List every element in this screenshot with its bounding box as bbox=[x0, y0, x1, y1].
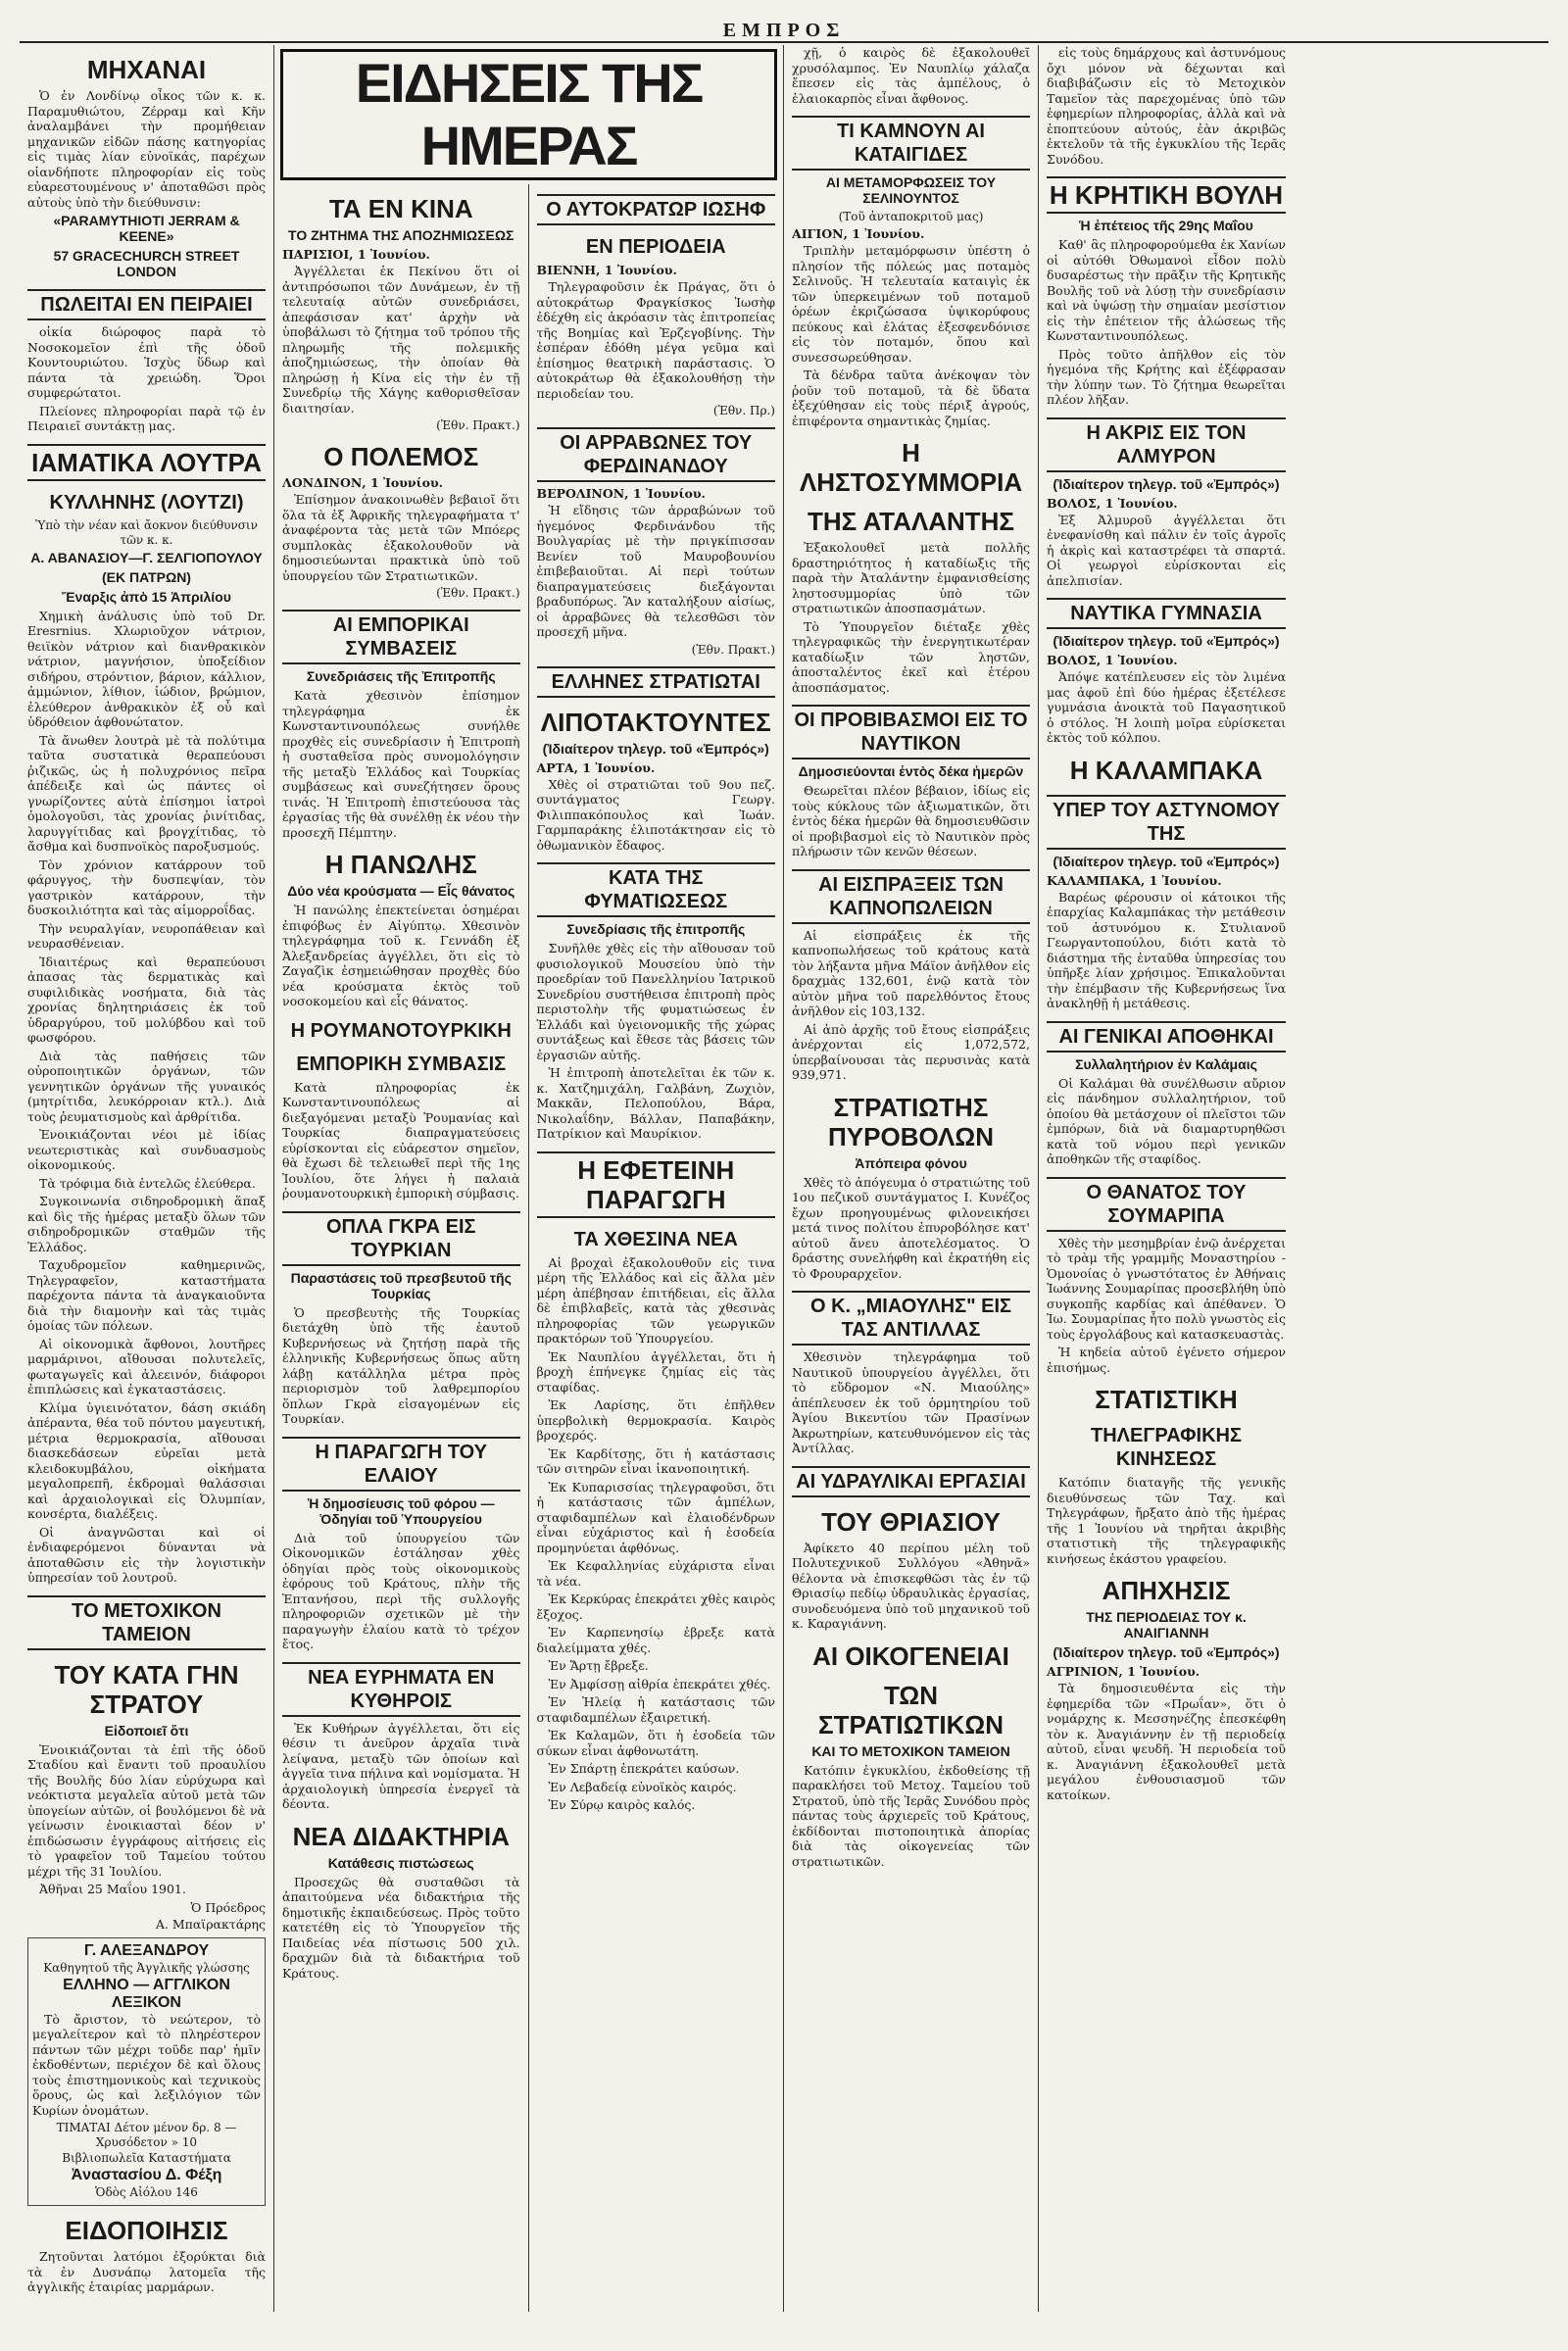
subheadline: Δύο νέα κρούσματα — Εἷς θάνατος bbox=[287, 883, 515, 899]
subcolumns bbox=[274, 184, 783, 2312]
article-text: Ἐνοικιάζονται τὰ ἐπὶ τῆς ὁδοῦ Σταδίου καὶ ἔναντι τοῦ προαυλίου τῆς Βουλῆς δύο λίαν εὐρύχωρα καὶ νεόκτιστα μεγαλεῖα αὐτοῦ μετὰ τῶν ὑπογείων αὐτῶν, οἱ βουλόμενοι δὲ νὰ γείνωσιν ἐνοικιασταὶ δέον ν' ἐπιδώσωσιν ἐγγράφους αἰτήσεις εἰς τὸ γραφεῖον τοῦ Ταμείου τούτου μέχρι τῆς 31 Ἰουλίου. bbox=[27, 1741, 266, 1879]
headline-baths: ΙΑΜΑΤΙΚΑ ΛΟΥΤΡΑ bbox=[27, 444, 266, 481]
subheadline: Συνεδριάσεις τῆς Ἐπιτροπῆς bbox=[306, 668, 496, 684]
subheadline: Εἰδοποιεῖ ὅτι bbox=[104, 1722, 189, 1739]
article-text: Ἐν Ἠλείᾳ ἡ κατάστασις τῶν σταφιδαμπέλων ἐξαιρετική. bbox=[536, 1694, 775, 1725]
article-text: Τὰ δένδρα ταῦτα ἀνέκοψαν τὸν ῥοῦν τοῦ ποταμοῦ, τὰ δὲ ὕδατα ἐξεχύθησαν εἰς τοὺς πέριξ ἀγρούς, ἐπιφέροντα σημαντικὰς ζημίας. bbox=[792, 367, 1030, 428]
subheadline: (Ἰδιαίτερον τηλεγρ. τοῦ «Ἐμπρός») bbox=[1053, 633, 1280, 649]
article-text: Τὰ δημοσιευθέντα εἰς τὴν ἐφημερίδα τῶν «Πρωΐαν», ὅτι ὁ νομάρχης κ. Μεσσηνέζης ἐπεσκέφθη τὸν κ. Ἀναγιάννην ἐν τῇ περιοδείᾳ αὐτοῦ, εἶναι ψευδῆ. Ἡ περιοδεία τοῦ κ. Ἀναγιάννη ἐξακολουθεῖ μετὰ μεγάλου ἐνθουσιασμοῦ τῶν κατοίκων. bbox=[1047, 1681, 1286, 1802]
headline-production: Η ΕΦΕΤΕΙΝΗ ΠΑΡΑΓΩΓΗ bbox=[537, 1151, 776, 1218]
headline-echo: ΑΠΗΧΗΣΙΣ bbox=[1102, 1576, 1231, 1605]
headline-locust: Η ΑΚΡΙΣ ΕΙΣ ΤΟΝ ΑΛΜΥΡΟΝ bbox=[1047, 417, 1286, 472]
article-text: Ἐν Καρπενησίῳ ἐβρεξε κατὰ διαλείμματα χθές. bbox=[536, 1625, 775, 1655]
subheadline: Ἡ ἐπέτειος τῆς 29ης Μαΐου bbox=[1079, 218, 1253, 233]
article-text: Ἡ πανώλης ἐπεκτείνεται ὁσημέραι ἐπιφόβως ἐν Αἰγύπτῳ. Χθεσινὸν τηλεγράφημα τοῦ κ. Γεννάδη ἐξ Ἀλεξανδρείας ἀγγέλλει, ὅτι εἰς τὸ Ζαγαζὶκ ἐσημειώθησαν προχθὲς δύο νέα κρούσματα ἐκτὸς τοῦ νοσοκομείου καὶ εἷς θάνατος. bbox=[282, 903, 520, 1008]
ad-text: Ὑπὸ τὴν νέαν καὶ ἄοκνον διεύθυνσιν τῶν κ. κ. bbox=[35, 517, 258, 547]
ad-headline: ΛΕΞΙΚΟΝ bbox=[112, 1993, 181, 2011]
subheadline: ΚΥΛΛΗΝΗΣ (ΛΟΥΤΖΙ) bbox=[49, 491, 244, 514]
subheadline: (Ἰδιαίτερον τηλεγρ. τοῦ «Ἐμπρός») bbox=[1053, 1644, 1280, 1660]
article-text: Χημικὴ ἀνάλυσις ὑπὸ τοῦ Dr. Eresrnius. Χλωριοῦχον νάτριον, θειϊκὸν νάτριον καὶ διανθρακικὸν νάτριον, μαγνήσιον, ὑποξείδιον σιδήρου, στρόντιον, βάριον, κάλλιον, ἀμμώνιον, λίθιον, ἰώδιον, βρώμιον, ἐλεύθερον ἀνθρακικὸν ἐξ οὗ καὶ ὑδρόθειον ἀφθονώτατον. bbox=[27, 608, 266, 729]
address-line: «PARAMYTHIOTI JERRAM & KEENE» bbox=[53, 213, 240, 244]
article-text: Κατόπιν διαταγῆς τῆς γενικῆς διευθύνσεως τῶν Ταχ. καὶ Τηλεγράφων, ἤρξατο ἀπὸ τῆς ἡμέρας τῆς 1 Ἰουνίου νὰ τηρῆται ἀκριβὴς στατιστικὴ τῆς τηλεγραφικῆς κινήσεως ἑκάστου γραφείου. bbox=[1047, 1475, 1286, 1566]
headline-china: ΤΑ ΕΝ ΚΙΝΑ bbox=[328, 194, 473, 223]
subheadline: Ἡ δημοσίευσις τοῦ φόρου — Ὁδηγίαι τοῦ Ὑπουργείου bbox=[307, 1494, 495, 1527]
headline-machines: ΜΗΧΑΝΑΙ bbox=[86, 55, 207, 84]
headline-engagement: ΟΙ ΑΡΡΑΒΩΝΕΣ ΤΟΥ ΦΕΡΔΙΝΑΝΔΟΥ bbox=[537, 427, 776, 482]
article-text: Τὴν νευραλγίαν, νευροπάθειαν καὶ νευρασθένειαν. bbox=[27, 920, 266, 951]
subheadline: (Ἰδιαίτερον τηλεγρ. τοῦ «Ἐμπρός») bbox=[1053, 475, 1280, 492]
headline-bandits: Η ΛΗΣΤΟΣΥΜΜΟΡΙΑ bbox=[799, 438, 1023, 497]
headline-hydraulic: ΑΙ ΥΔΡΑΥΛΙΚΑΙ ΕΡΓΑΣΙΑΙ bbox=[792, 1466, 1030, 1497]
article-text: Ἰδιαιτέρως καὶ θεραπεύουσι ἀπασας τὰς δερματικὰς καὶ συφιλιδικὰς νοσήματα, διὰ τὰς χρονίας δηλητηριάσεις ἐκ τοῦ ὑδραργύρου, τοῦ μολύβδου καὶ τοῦ φωσφόρου. bbox=[27, 954, 266, 1045]
article-text: Ἀφίκετο 40 περίπου μέλη τοῦ Πολυτεχνικοῦ Συλλόγου «Ἀθηνᾶ» θέλοντα νὰ ἐπισκεφθῶσι τὰς ἐν τῷ Θριασίῳ πεδίῳ ὑδραυλικὰς ἐργασίας, συνοδευόμενα ὑπὸ τοῦ μηχανικοῦ τοῦ κ. Καραγιάννη. bbox=[792, 1540, 1030, 1631]
headline-oil: Η ΠΑΡΑΓΩΓΗ ΤΟΥ ΕΛΑΙΟΥ bbox=[282, 1437, 520, 1492]
article-text: Ἡ εἴδησις τῶν ἀρραβώνων τοῦ ἡγεμόνος Φερδινάνδου τῆς Βουλγαρίας μὲ τὴν πριγκίπισσαν Βενίεν τοῦ Μαυροβουνίου ἐπιβεβαιοῦται. Αἱ περὶ τούτων διαπραγματεύσεις διεξάγονται βραδυπόρως. Ἂν καταλήξουν αἰσίως, οἱ ἀρραβῶνες θὰ τελεσθῶσι τὸν προσεχῆ μῆνα. bbox=[536, 503, 775, 639]
columns bbox=[20, 45, 1548, 2312]
headline-kalambaka: Η ΚΑΛΑΜΠΑΚΑ bbox=[1069, 755, 1263, 785]
article-text: Ταχυδρομεῖον καθημερινῶς, Τηλεγραφεῖον, καταστήματα παρέχοντα πάντα τὰ ἀναγκαιοῦντα διὰ τὴν διαμονὴν καὶ τὰς τιμὰς ὁμοίας τῶν πόλεων. bbox=[27, 1257, 266, 1333]
article-text: Αἱ ἀπὸ ἀρχῆς τοῦ ἔτους εἰσπράξεις ἀνέρχονται εἰς 1,072,572, ὑπερβαίνουσαι τὰς περυσινὰς κατὰ 939,971. bbox=[792, 1021, 1030, 1082]
headline-shooting: ΣΤΡΑΤΙΩΤΗΣ ΠΥΡΟΒΟΛΩΝ bbox=[828, 1092, 994, 1151]
source: (Ἐθν. Πρακτ.) bbox=[691, 642, 775, 657]
article-text: Χθὲς οἱ στρατιῶται τοῦ 9ου πεζ. συντάγματος Γεωργ. Φιλιππακόπουλος καὶ Ἰωάν. Γαρμπαράκης ἐλιποτάκτησαν εἰς τὸ ὀθωμανικὸν ἔδαφος. bbox=[536, 776, 775, 853]
headline-schools: ΝΕΑ ΔΙΔΑΚΤΗΡΙΑ bbox=[292, 1821, 510, 1851]
article-text: εἰς τοὺς δημάρχους καὶ ἀστυνόμους ὄχι μόνον νὰ δέχωνται καὶ διαβιβάζωσιν εἰς τὸ Μετοχικὸν Ταμεῖον τὰς παρεχομένας ὑπὸ τῶν ἐφημερίων πληροφορίας, ἀλλὰ καὶ νὰ ἐποπτεύουν αὐτούς, ἐὰν ἀκριβῶς ἐκτελοῦν τὰ τῆς ἐγκυκλίου τῆς Ἱερᾶς Συνόδου. bbox=[1047, 45, 1286, 167]
article-text: Ἐξ Ἀλμυροῦ ἀγγέλλεται ὅτι ἐνεφανίσθη καὶ πάλιν ἐν τοῖς ἀγροῖς ἡ ἀκρὶς καὶ καταστρέφει τὰ σπαρτά. Οἱ γεωργοὶ εὑρίσκονται εἰς ἀπελπισίαν. bbox=[1047, 512, 1286, 588]
article-text: Ἐκ Κυθήρων ἀγγέλλεται, ὅτι εἰς θέσιν τι ἀνεῦρον ἀρχαῖα τινὰ λείψανα, μεταξὺ τῶν ὁποίων καὶ ἀγγεῖα τινα πήλινα καὶ νομίσματα. Ἡ ἀρχαιολογικὴ ὑπηρεσία ἐνεργεῖ τὰ δέοντα. bbox=[282, 1720, 520, 1811]
subheadline: ΑΙ ΜΕΤΑΜΟΡΦΩΣΕΙΣ ΤΟΥ ΣΕΛΙΝΟΥΝΤΟΣ bbox=[825, 174, 997, 206]
subheadline: ΥΠΕΡ ΤΟΥ ΑΣΤΥΝΟΜΟΥ ΤΗΣ bbox=[1047, 795, 1286, 850]
article-text: Ἐκ Ναυπλίου ἀγγέλλεται, ὅτι ἡ βροχὴ ἐπήνεγκε ζημίας εἰς τὰς σταφίδας. bbox=[536, 1348, 775, 1395]
article-text: Κατὰ πληροφορίας ἐκ Κωνσταντινουπόλεως αἱ διεξαγόμεναι μεταξὺ Ῥουμανίας καὶ Τουρκίας διαπραγματεύσεις εὑρίσκονται εἰς εὐάρεστον σημεῖον, θὰ ἔχωσι δὲ τελειωθεῖ περὶ τῆς 1ης Ἰουλίου, ὅτε λήγει ἡ παλαιὰ ῥουμανοτουρκικὴ ἐμπορικὴ σύμβασις. bbox=[282, 1079, 520, 1200]
subheadline: Α. ΑΒΑΝΑΣΙΟΥ—Γ. ΣΕΛΓΙΟΠΟΥΛΟΥ bbox=[30, 549, 263, 565]
ad-text: Βιβλιοπωλεῖα Καταστήματα bbox=[62, 2151, 231, 2165]
ad-headline: Γ. ΑΛΕΞΑΝΔΡΟΥ bbox=[83, 1941, 210, 1959]
subheadline: Συνεδρίασις τῆς ἐπιτροπῆς bbox=[566, 921, 746, 937]
article-text: Ἐν Σπάρτῃ ἐπεκράτει καύσων. bbox=[548, 1761, 740, 1776]
signature: Ὁ Πρόεδρος bbox=[190, 1899, 266, 1915]
article-text: Βαρέως φέρουσιν οἱ κάτοικοι τῆς ἐπαρχίας Καλαμπάκας τὴν μετάθεσιν τοῦ ἀστυνόμου κ. Στυλιανοῦ Γεωργαντοπούλου, διότι κατὰ τὸ διάστημα τῆς ἐνταῦθα ὑπηρεσίας του ὑπῆρξε λίαν χρήσιμος. Ἐπικαλοῦνται τὴν ἐπέμβασιν τῆς Κυβερνήσεως ἵνα ἀνακληθῇ ἡ μετάθεσις. bbox=[1047, 889, 1286, 1010]
dateline: ΚΑΛΑΜΠΑΚΑ, 1 Ἰουνίου. bbox=[1047, 872, 1222, 888]
article-text: Προσεχῶς θὰ συσταθῶσι τὰ ἀπαιτούμενα νέα διδακτήρια τῆς δημοτικῆς ἐκπαιδεύσεως. Πρὸς τοῦτο κατετέθη εἰς τὸ Ὑπουργεῖον τῆς Παιδείας νέα πίστωσις 500 χιλ. δραχμῶν διὰ τὰ διδακτήρια τοῦ Κράτους. bbox=[282, 1874, 520, 1981]
headline-promotions: ΟΙ ΠΡΟΒΙΒΑΣΜΟΙ ΕΙΣ ΤΟ ΝΑΥΤΙΚΟΝ bbox=[792, 705, 1030, 759]
column-2 bbox=[274, 184, 529, 2312]
article-text: Ἐκ Κεφαλληνίας εὐχάριστα εἶναι τὰ νέα. bbox=[536, 1558, 775, 1589]
article-text: Πλείονες πληροφορίαι παρὰ τῷ ἐν Πειραιεῖ συντάκτῃ μας. bbox=[27, 403, 266, 433]
article-text: Ἐν Σύρῳ καιρὸς καλός. bbox=[548, 1797, 696, 1812]
banner-headline: ΕΙΔΗΣΕΙΣ ΤΗΣ ΗΜΕΡΑΣ bbox=[280, 49, 777, 180]
headline-naval: ΝΑΥΤΙΚΑ ΓΥΜΝΑΣΙΑ bbox=[1047, 598, 1286, 629]
article-text: Οἱ ἀναγνῶσται καὶ οἱ ἐνδιαφερόμενοι δύνανται νὰ ἀποταθῶσιν εἰς τὴν λογιστικὴν ὑπηρεσίαν τοῦ λουτροῦ. bbox=[27, 1524, 266, 1585]
dateline: ΒΙΕΝΝΗ, 1 Ἰουνίου. bbox=[536, 263, 677, 277]
headline-storms: ΤΙ ΚΑΜΝΟΥΝ ΑΙ ΚΑΤΑΙΓΙΔΕΣ bbox=[792, 116, 1030, 171]
source: (Ἐθν. Πρ.) bbox=[712, 404, 775, 417]
subheadline: ΤΟΥ ΘΡΙΑΣΙΟΥ bbox=[821, 1506, 1001, 1537]
headline-plague: Η ΠΑΝΩΛΗΣ bbox=[324, 850, 477, 879]
article-text: Χθεσινὸν τηλεγράφημα τοῦ Ναυτικοῦ ὑπουργείου ἀγγέλλει, ὅτι τὸ εὔδρομον «Ν. Μιαούλης» ἀπέπλευσεν ἐκ τοῦ ὁρμητηρίου τοῦ Ἁγίου Βικεντίου τῶν Πρασίνων Ἀκρωτηρίων, κατευθυνόμενον εἰς τὰς Ἀντίλλας. bbox=[792, 1349, 1030, 1455]
source: (Ἐθν. Πρακτ.) bbox=[436, 418, 520, 432]
article-text: Τηλεγραφοῦσιν ἐκ Πράγας, ὅτι ὁ αὐτοκράτωρ Φραγκίσκος Ἰωσὴφ ἐδέχθη εἰς ἀκρόασιν τὰς ἐπιτροπείας τῆς Βοημίας καὶ Ἐρζεγοβίνης. Τὴν ἑσπέραν ἐδόθη μέγα γεῦμα καὶ ἐπίσημος θεατρικὴ παράστασις. Ὁ αὐτοκράτωρ θὰ ἐξακολουθήσῃ τὴν περιοδείαν του. bbox=[536, 279, 775, 401]
column-5 bbox=[1039, 45, 1294, 2312]
headline-war: Ο ΠΟΛΕΜΟΣ bbox=[323, 442, 479, 471]
dateline: Ἀθῆναι 25 Μαΐου 1901. bbox=[39, 1882, 186, 1896]
article-text: Ἐκ Λαρίσης, ὅτι ἐπῆλθεν ὑπερβολικὴ θερμοκρασία. Καιρὸς βροχερός. bbox=[536, 1397, 775, 1443]
article-text: Ἐπίσημον ἀνακοινωθὲν βεβαιοῖ ὅτι ὅλα τὰ ἐξ Ἀφρικῆς τηλεγραφήματα τ' ἀναφέροντα τὰς μετὰ τῶν Μπόερς συμπλοκὰς ἐξακολουθοῦν νὰ δημοσιεύωνται πρακτικὰ ὑπὸ τοῦ ὑπουργείου τῶν Στρατιωτικῶν. bbox=[282, 492, 520, 583]
headline-cretan: Η ΚΡΗΤΙΚΗ ΒΟΥΛΗ bbox=[1047, 176, 1286, 214]
article-text: Χθὲς τὴν μεσημβρίαν ἐνῷ ἀνέρχεται τὸ τρὰμ τῆς γραμμῆς Μοναστηρίου - Ὁμονοίας ὁ γνωστότατος ἐν Ἀθήναις Ἰωάννης Σουμαρίπας προσεβλήθη ὑπὸ συγκοπῆς καρδίας καὶ ἀπέθανεν. Ὁ Ἰω. Σουμαρίπας ἦτο πολὺ γνωστὸς εἰς τοὺς ἐργολάβους καὶ κατασκευαστὰς. bbox=[1047, 1235, 1286, 1342]
article-text: Διὰ τὰς παθήσεις τῶν οὐροποιητικῶν ὀργάνων, τῶν γεννητικῶν ὀργάνων τῆς γυναικός (μητρίτιδα, λευκόρροιαν κτλ.). Διὰ τοὺς ῥευματισμοὺς καὶ ἀρθρίτιδα. bbox=[27, 1048, 266, 1124]
article-text: Κλίμα ὑγιεινότατον, δάση σκιάδη ἀπέραντα, θέα τοῦ πόντου μαγευτική, μέτρια θερμοκρασία, αἴθουσαι διασκεδάσεων εὐρεῖαι μετὰ κλειδοκυμβάλου, οἰκήματα μεγαλοπρεπῆ, ἐκδρομαὶ θαλάσσιαι καὶ ἀρχαιολογικαὶ εἰς Ὀλυμπίαν, κονσέρτα, διαλέξεις. bbox=[27, 1399, 266, 1521]
ad-headline: ΕΛΛΗΝΟ — ΑΓΓΛΙΚΟΝ bbox=[63, 1976, 230, 1993]
subheadline: ΤΟ ΖΗΤΗΜΑ ΤΗΣ ΑΠΟΖΗΜΙΩΣΕΩΣ bbox=[288, 227, 514, 243]
article-text: Ἐκ Καρδίτσης, ὅτι ἡ κατάστασις τῶν σιτηρῶν εἶναι ἱκανοποιητική. bbox=[536, 1445, 775, 1476]
article-text: Τὸν χρόνιον κατάρρουν τοῦ φάρυγγος, τὴν δυσπεψίαν, τὸν γαστρικὸν κατάρρουν, τὴν δυσκοιλιότητα καὶ τὰς αἱμορροΐδας. bbox=[27, 857, 266, 917]
headline-weapons: ΟΠΛΑ ΓΚΡΑ ΕΙΣ ΤΟΥΡΚΙΑΝ bbox=[282, 1211, 520, 1266]
subheadline: ΚΑΙ ΤΟ ΜΕΤΟΧΙΚΟΝ ΤΑΜΕΙΟΝ bbox=[811, 1742, 1010, 1759]
article-text: χῇ, ὁ καιρὸς δὲ ἐξακολουθεῖ χρυσόλαμπος. Ἐν Ναυπλίῳ χάλαζα ἔπεσεν εἰς τὰς ἀμπέλους, ὁ ἐλαιοκαρπὸς εἶναι ἄφθονος. bbox=[792, 45, 1030, 106]
article-text: Ἐν Ἄρτῃ ἔβρεξε. bbox=[548, 1658, 649, 1673]
subheadline: ΤΗΣ ΠΕΡΙΟΔΕΙΑΣ ΤΟΥ κ. ΑΝΑΙΓΙΑΝΝΗ bbox=[1086, 1609, 1247, 1641]
subheadline: Συλλαλητήριον ἐν Καλάμαις bbox=[1075, 1055, 1257, 1072]
subheadline: (ΕΚ ΠΑΤΡΩΝ) bbox=[102, 568, 191, 585]
subheadline: (Ἰδιαίτερον τηλεγρ. τοῦ «Ἐμπρός») bbox=[542, 740, 769, 757]
article-text: Οἱ Καλάμαι θὰ συνέλθωσιν αὔριον εἰς πάνδημον συλλαλητήριον, τοῦ ὁποίου θὰ μετάσχουν οἱ πλεῖστοι τῶν ἐμπόρων, διὰ νὰ διαμαρτυρηθῶσι κατὰ τοῦ νόμου περὶ γενικῶν ἀποθηκῶν τῆς σταφίδος. bbox=[1047, 1075, 1286, 1166]
headline-trade: ΑΙ ΕΜΠΟΡΙΚΑΙ ΣΥΜΒΑΣΕΙΣ bbox=[282, 610, 520, 664]
subheadline: ΛΙΠΟΤΑΚΤΟΥΝΤΕΣ bbox=[540, 707, 771, 737]
article-text: Καθ' ἃς πληροφορούμεθα ἐκ Χανίων οἱ αὐτόθι Ὀθωμανοὶ εἶδον πολὺ δυσαρέστως τὴν πρᾶξιν τῆς Κρητικῆς Βουλῆς τοῦ νὰ λύσῃ τὴν συνεδρίασιν καὶ νὰ ὑψώσῃ τὴν σημαίαν μεσίστιον εἰς τὴν ἐπέτειον τῆς ἁλώσεως τῆς Κωνσταντινουπόλεως. bbox=[1047, 237, 1286, 343]
article-text: οἰκία διώροφος παρὰ τὸ Νοσοκομεῖον ἐπὶ τῆς ὁδοῦ Κουντουριώτου. Ἰσχὺς ὕδωρ καὶ πάντα τὰ χρειώδη. Ὅροι συμφερώτατοι. bbox=[27, 324, 266, 400]
article-text: Συνῆλθε χθὲς εἰς τὴν αἴθουσαν τοῦ φυσιολογικοῦ Μουσείου ὑπὸ τὴν προεδρίαν τοῦ Πανελληνίου Ἰατρικοῦ Συνεδρίου συστήθεισα ἐπιτροπὴ πρὸς περιστολὴν τῆς φυματιώσεως ἐν Ἑλλάδι καὶ ὑγειονομικῆς τῆς χώρας συντάξεως καὶ ἔθεσε τὰς βάσεις τῶν ἐργασιῶν αὐτῆς. bbox=[536, 941, 775, 1062]
article-text: Διὰ τοῦ ὑπουργείου τῶν Οἰκονομικῶν ἐστάλησαν χθὲς ὁδηγίαι πρὸς τοὺς οἰκονομικοὺς ἐφόρους τοῦ Κράτους, πλὴν τῆς Ἑπτανήσου, περὶ τῆς συλλογῆς πληροφοριῶν σχετικῶν μὲ τὴν παραγωγὴν ἐλαίου κατὰ τὸ τρέχον ἔτος. bbox=[282, 1530, 520, 1651]
article-text: Συγκοινωνία σιδηροδρομικὴ ἅπαξ καὶ δὶς τῆς ἡμέρας μεταξὺ ὅλων τῶν σιδηροδρομικῶν σταθμῶν τῆς Ἑλλάδος. bbox=[27, 1194, 266, 1254]
dateline: ΠΑΡΙΣΙΟΙ, 1 Ἰουνίου. bbox=[282, 247, 430, 262]
dateline: ΒΕΡΟΛΙΝΟΝ, 1 Ἰουνίου. bbox=[536, 486, 706, 501]
address-line: 57 GRACECHURCH STREET LONDON bbox=[53, 248, 240, 279]
dictionary-ad bbox=[27, 1937, 266, 2207]
subheadline: ΤΩΝ ΣΤΡΑΤΙΩΤΙΚΩΝ bbox=[818, 1680, 1004, 1739]
article-text: Ἐνοικιάζονται νέοι μὲ ἰδίας νεωτεριστικὰς καὶ συνδυασμοὺς οἰκονομικούς. bbox=[27, 1127, 266, 1172]
article-text: Τὰ τρόφιμα διὰ ἐντελῶς ἐλεύθερα. bbox=[39, 1175, 256, 1191]
article-text: Τὸ Ὑπουργεῖον διέταξε χθὲς τηλεγραφικῶς τὴν ἐνεργητικωτέραν καταδίωξιν τῶν ληστῶν, ἀποσταλέντος ἐκεῖ καὶ ἑτέρου ἀποσπάσματος. bbox=[792, 618, 1030, 695]
column-4 bbox=[784, 45, 1039, 2312]
headline-sale: ΠΩΛΕΙΤΑΙ ΕΝ ΠΕΙΡΑΙΕΙ bbox=[27, 289, 266, 320]
subheadline: ΤΑ ΧΘΕΣΙΝΑ ΝΕΑ bbox=[573, 1228, 738, 1250]
article-text: Θεωρεῖται πλέον βέβαιον, ἰδίως εἰς τοὺς κύκλους τῶν ἀξιωματικῶν, ὅτι ἐντὸς δέκα ἡμερῶν θὰ δημοσιευθῶσιν οἱ προβιβασμοὶ εἰς τὸ Ναυτικὸν πρὸς πλήρωσιν τῶν κενῶν θέσεων. bbox=[792, 783, 1030, 858]
headline-notice: ΕΙΔΟΠΟΙΗΣΙΣ bbox=[65, 2216, 228, 2245]
article-text: Ἀγγέλλεται ἐκ Πεκίνου ὅτι οἱ ἀντιπρόσωποι τῶν Δυνάμεων, ἐν τῇ τελευταίᾳ αὐτῶν συνεδριάσει, ἀπεφάσισαν κατ' ἀρχὴν νὰ ὑποβάλωσι τὸ ζήτημα τοῦ τρόπου τῆς πληρωμῆς τῆς πολεμικῆς ἀποζημιώσεως, τὴν ὁποίαν θὰ πληρώσῃ ἡ Κίνα εἰς τὴν ἐν τῇ Συνεδρίῳ τῆς Χάγης καθορισθεῖσαν διαιτησίαν. bbox=[282, 264, 520, 416]
dateline: ΛΟΝΔΙΝΟΝ, 1 Ἰουνίου. bbox=[282, 475, 444, 490]
ad-body: Τὸ ἄριστον, τὸ νεώτερον, τὸ μεγαλείτερον καὶ τὸ πληρέστερον πάντων τῶν μέχρι τοῦδε παρ' ἡμῖν ἐκδοθέντων, περιέχον δὲ καὶ ὅλους τοὺς ἐπιστημονικοὺς καὶ τεχνικοὺς ὅρους, ὡς καὶ λεξιλόγιον τῶν Κυρίων ὀνομάτων. bbox=[32, 2011, 261, 2118]
article-text: Ἡ ἐπιτροπὴ ἀποτελεῖται ἐκ τῶν κ. κ. Χατζημιχάλη, Γαλβάνη, Ζωχιὸν, Μακκᾶν, Πελοπούλου, Βάρα, Νικολαΐδην, Βάλλαν, Παπαβάκην, Πατρίκιον καὶ Μαυρίκιον. bbox=[536, 1065, 775, 1141]
article-text: Χθὲς τὸ ἀπόγευμα ὁ στρατιώτης τοῦ 1ου πεζικοῦ συντάγματος Ι. Κυνέζος ἔχων προηγουμένως φιλονεικήσει μετά τινος πολίτου ἐπυροβόλησε κατ' αὐτοῦ ἄνευ ἀποτελέσματος. Ὁ δράστης συνελήφθη καὶ ἐκρατήθη εἰς τὸ Φρουραρχεῖον. bbox=[792, 1174, 1030, 1281]
article-text: Πρὸς τοῦτο ἀπῆλθον εἰς τὸν ἡγεμόνα τῆς Κρήτης καὶ ἐξέφρασαν τὴν λύπην των. Τὸ ζήτημα θεωρεῖται πλέον λῆξαν. bbox=[1047, 346, 1286, 407]
headline-emperor: Ο ΑΥΤΟΚΡΑΤΩΡ ΙΩΣΗΦ bbox=[537, 194, 776, 225]
column-3 bbox=[529, 184, 784, 2312]
headline-fund: ΤΟ ΜΕΤΟΧΙΚΟΝ ΤΑΜΕΙΟΝ bbox=[27, 1595, 266, 1650]
ad-headline: Ἀναστασίου Δ. Φέξη bbox=[71, 2167, 222, 2183]
subheadline: ΤΟΥ ΚΑΤΑ ΓΗΝ ΣΤΡΑΤΟΥ bbox=[54, 1659, 239, 1719]
article-text: Ἐν Ἀμφίσσῃ αἰθρία ἐπεκράτει χθές. bbox=[548, 1676, 771, 1691]
article-text: Ἐξακολουθεῖ μετὰ πολλῆς δραστηριότητος ἡ καταδίωξις τῆς παρὰ τὴν Ἀταλάντην ἐμφανισθείσης ληστοσυμμορίας ὑπὸ τῶν στρατιωτικῶν ἀποσπασμάτων. bbox=[792, 540, 1030, 615]
article-text: Αἱ οἰκονομικὰ ἄφθονοι, λουτῆρες μαρμάρινοι, αἴθουσαι πολυτελεῖς, φωταγωγεῖς καὶ ἀλεεινόν, διάφοροι ἐπιπλώσεις καὶ ἐγκαταστάσεις. bbox=[27, 1336, 266, 1396]
dateline: ΑΓΡΙΝΙΟΝ, 1 Ἰουνίου. bbox=[1047, 1664, 1200, 1679]
article-text: Ἐκ Καλαμῶν, ὅτι ἡ ἐσοδεία τῶν σύκων εἶναι ἀφθονωτάτη. bbox=[536, 1728, 775, 1758]
subheadline: ΤΗΛΕΓΡΑΦΙΚΗΣ ΚΙΝΗΣΕΩΣ bbox=[1091, 1425, 1242, 1470]
news-of-day-area bbox=[274, 45, 784, 2312]
headline-families: ΑΙ ΟΙΚΟΓΕΝΕΙΑΙ bbox=[812, 1641, 1009, 1671]
article-text: Τριπλὴν μεταμόρφωσιν ὑπέστη ὁ πλησίον τῆς πόλεώς μας ποταμὸς Σελινοῦς. Ἡ τελευταία καταιγὶς ἐκ τῶν ὑπερκειμένων τοῦ ποταμοῦ ὀρέων ἐκριζώσασα ὑψικορύφους πεύκους καὶ ἐλάτας ἐξεσφενδόνισε εἰς τὸν ποταμόν, ὅπου καὶ συνεσσωρεύθησαν. bbox=[792, 243, 1030, 365]
dateline: ΒΟΛΟΣ, 1 Ἰουνίου. bbox=[1047, 495, 1178, 511]
dateline: ΑΙΓΙΟΝ, 1 Ἰουνίου. bbox=[792, 226, 925, 241]
ad-text: Καθηγητοῦ τῆς Ἀγγλικῆς γλώσσης bbox=[43, 1960, 250, 1975]
headline-death: Ο ΘΑΝΑΤΟΣ ΤΟΥ ΣΟΥΜΑΡΙΠΑ bbox=[1047, 1177, 1286, 1232]
headline-warehouses: ΑΙ ΓΕΝΙΚΑΙ ΑΠΟΘΗΚΑΙ bbox=[1047, 1021, 1286, 1053]
ad-text: Ὁδὸς Αἰόλου 146 bbox=[95, 2185, 198, 2199]
subheadline: Ἀπόπειρα φόνου bbox=[855, 1154, 967, 1171]
subheadline: ΕΜΠΟΡΙΚΗ ΣΥΜΒΑΣΙΣ bbox=[296, 1053, 507, 1075]
subheadline: Δημοσιεύονται ἐντὸς δέκα ἡμερῶν bbox=[798, 763, 1024, 779]
source: (Ἐθν. Πρακτ.) bbox=[436, 586, 520, 600]
headline-kythera: ΝΕΑ ΕΥΡΗΜΑΤΑ ΕΝ ΚΥΘΗΡΟΙΣ bbox=[282, 1662, 520, 1717]
article-text: Κατόπιν ἐγκυκλίου, ἐκδοθείσης τῇ παρακλήσει τοῦ Μετοχ. Ταμείου τοῦ Στρατοῦ, ὑπὸ τῆς Ἱερᾶς Συνόδου πρὸς πάντας τοὺς ἀρχιερεῖς τοῦ Κράτους, ἐκδίδονται πιστοποιητικὰ ἀπορίας διὰ τὰς οἰκογενείας τῶν στρατιωτικῶν. bbox=[792, 1762, 1030, 1869]
column-1 bbox=[20, 45, 274, 2312]
article-text: Ζητοῦνται λατόμοι ἐξορύκται διὰ τὰ ἐν Δυσνάπῳ λατομεῖα τῆς ἀγγλικῆς ἑταιρίας μαρμάρων. bbox=[27, 2249, 266, 2294]
subheadline: ΕΝ ΠΕΡΙΟΔΕΙΑ bbox=[585, 236, 726, 258]
article-text: Ὁ πρεσβευτὴς τῆς Τουρκίας διετάχθη ὑπὸ τῆς ἑαυτοῦ Κυβερνήσεως νὰ ζητήσῃ παρὰ τῆς ἑλληνικῆς Κυβερνήσεως ὅπως αὕτη λάβῃ κατάλληλα μέτρα πρὸς περιορισμὸν τοῦ λαθρεμπορίου ὅπλων Γκρὰ εἰσαγομένων εἰς Τουρκίαν. bbox=[282, 1304, 520, 1426]
article-text: Ἐκ Κυπαρισσίας τηλεγραφοῦσι, ὅτι ἡ κατάστασις τῶν ἀμπέλων, σταφιδαμπέλων καὶ ἐλαιοδένδρων εἶναι εὐχάριστος καὶ ἡ ἐσοδεία προμηνύεται ἀφθόνως. bbox=[536, 1479, 775, 1555]
headline-miaoulis: Ο Κ. „ΜΙΑΟΥΛΗΣ" ΕΙΣ ΤΑΣ ΑΝΤΙΛΛΑΣ bbox=[792, 1291, 1030, 1346]
headline-soldiers: ΕΛΛΗΝΕΣ ΣΤΡΑΤΙΩΤΑΙ bbox=[537, 666, 776, 698]
subheadline: Ἔναρξις ἀπὸ 15 Ἀπριλίου bbox=[62, 588, 231, 605]
headline-tuberculosis: ΚΑΤΑ ΤΗΣ ΦΥΜΑΤΙΩΣΕΩΣ bbox=[537, 862, 776, 917]
article-text: Τὰ ἄνωθεν λουτρὰ μὲ τὰ πολύτιμα ταῦτα συστατικὰ θεραπεύουσι ῥιζικῶς, ὡς ἡ πολυχρόνιος πεῖρα ἀπέδειξε καὶ ὡς πάντες οἱ γνωρίζοντες αὐτὰ ἐπίσημοι ἰατροὶ ὁμολογοῦσι, τὰς χρονίας ῥινίτιδας, λαρυγγίτιδας καὶ βρογχίτιδας, τὸ ἄσθμα καὶ δυσπνοϊκὸς παροξυσμούς. bbox=[27, 732, 266, 854]
dateline: ΒΟΛΟΣ, 1 Ἰουνίου. bbox=[1047, 653, 1178, 667]
article-text: Ἐν Λεβαδείᾳ εὐνοϊκὸς καιρός. bbox=[548, 1779, 737, 1794]
dateline: ΑΡΤΑ, 1 Ἰουνίου. bbox=[536, 759, 656, 775]
ad-price: ΤΙΜΑΤΑΙ Δέτον μένον δρ. 8 — Χρυσόδετον » 10 bbox=[56, 2121, 237, 2149]
masthead: ΕΜΠΡΟΣ bbox=[20, 20, 1548, 43]
headline-tobacco: ΑΙ ΕΙΣΠΡΑΞΕΙΣ ΤΩΝ ΚΑΠΝΟΠΩΛΕΙΩΝ bbox=[792, 869, 1030, 924]
article-text: Ἐκ Κερκύρας ἐπεκράτει χθὲς καιρὸς ἔξοχος. bbox=[536, 1592, 775, 1622]
article-text: Ἡ κηδεία αὐτοῦ ἐγένετο σήμερον ἐπισήμως. bbox=[1047, 1345, 1286, 1375]
subheadline: Παραστάσεις τοῦ πρεσβευτοῦ τῆς Τουρκίας bbox=[290, 1269, 512, 1301]
subheadline: Κατάθεσις πιστώσεως bbox=[327, 1854, 474, 1871]
newspaper-page bbox=[20, 20, 1548, 2312]
subheadline: ΤΗΣ ΑΤΑΛΑΝΤΗΣ bbox=[807, 507, 1015, 536]
signature: Α. Μπαϊρακτάρης bbox=[155, 1916, 266, 1932]
headline-statistics: ΣΤΑΤΙΣΤΙΚΗ bbox=[1095, 1385, 1238, 1414]
byline: (Τοῦ ἀνταποκριτοῦ μας) bbox=[838, 210, 984, 223]
article-text: Ὁ ἐν Λονδίνῳ οἶκος τῶν κ. κ. Παραμυθιώτου, Ζέρραμ καὶ Κῆν ἀναλαμβάνει τὴν προμήθειαν μηχανικῶν εἰδῶν πάσης κατηγορίας εἰς τιμὰς λίαν εὐνοϊκάς, παρέχων οἱανδήποτε πληροφορίαν εἰς τοὺς εὐαρεστουμένους ν' ἀποταθῶσι πρὸς αὐτοὺς ὑπὸ τὴν διεύθυνσιν: bbox=[27, 88, 266, 210]
article-text: Ἀπόψε κατέπλευσεν εἰς τὸν λιμένα μας ἀφοῦ ἐπὶ δύο ἡμέρας ἐξετέλεσε γυμνάσια ἀνοικτὰ τοῦ Παγασητικοῦ ὁ στόλος. Ἡ λοιπὴ μοῖρα εὑρίσκεται ἐκτὸς τοῦ κόλπου. bbox=[1047, 669, 1286, 745]
article-text: Αἱ εἰσπράξεις ἐκ τῆς καπνοπωλήσεως τοῦ κράτους κατὰ τὸν λήξαντα μῆνα Μάϊον ἀνῆλθον εἰς δραχμὰς 132,601, ἐνῷ κατὰ τὸν αὐτὸν μῆνα τοῦ παρελθόντος ἔτους ἀνῆλθον εἰς 103,132. bbox=[792, 927, 1030, 1018]
article-text: Αἱ βροχαὶ ἐξακολουθοῦν εἰς τινα μέρη τῆς Ἑλλάδος καὶ εἰς ἄλλα μὲν μέρη ἀπέβησαν ἐπιτήδειαι, εἰς ἄλλα δὲ ἐπιβλαβεῖς, κατὰ τὰς χθεσινὰς πληροφορίας τῶν γεωργικῶν πρακτόρων τοῦ Ὑπουργείου. bbox=[536, 1254, 775, 1346]
article-text: Κατὰ χθεσινὸν ἐπίσημον τηλεγράφημα ἐκ Κωνσταντινουπόλεως συνήλθε προχθὲς εἰς συνεδρίασιν ἡ Ἐπιτροπὴ ἡ συσταθεῖσα πρὸς συνομολόγησιν τῆς μεταξὺ Ἑλλάδος καὶ Τουρκίας συμβάσεως καὶ συνεζήτησεν ὅρους τινάς. Ἡ Ἐπιτροπὴ ἐπιστεύουσα τὰς ἐργασίας τῆς θὰ συνέλθῃ ἐκ νέου τὴν προσεχῆ Πέμπτην. bbox=[282, 688, 520, 840]
headline-romanian: Η ΡΟΥΜΑΝΟΤΟΥΡΚΙΚΗ bbox=[290, 1019, 512, 1042]
subheadline: (Ἰδιαίτερον τηλεγρ. τοῦ «Ἐμπρός») bbox=[1053, 853, 1280, 869]
